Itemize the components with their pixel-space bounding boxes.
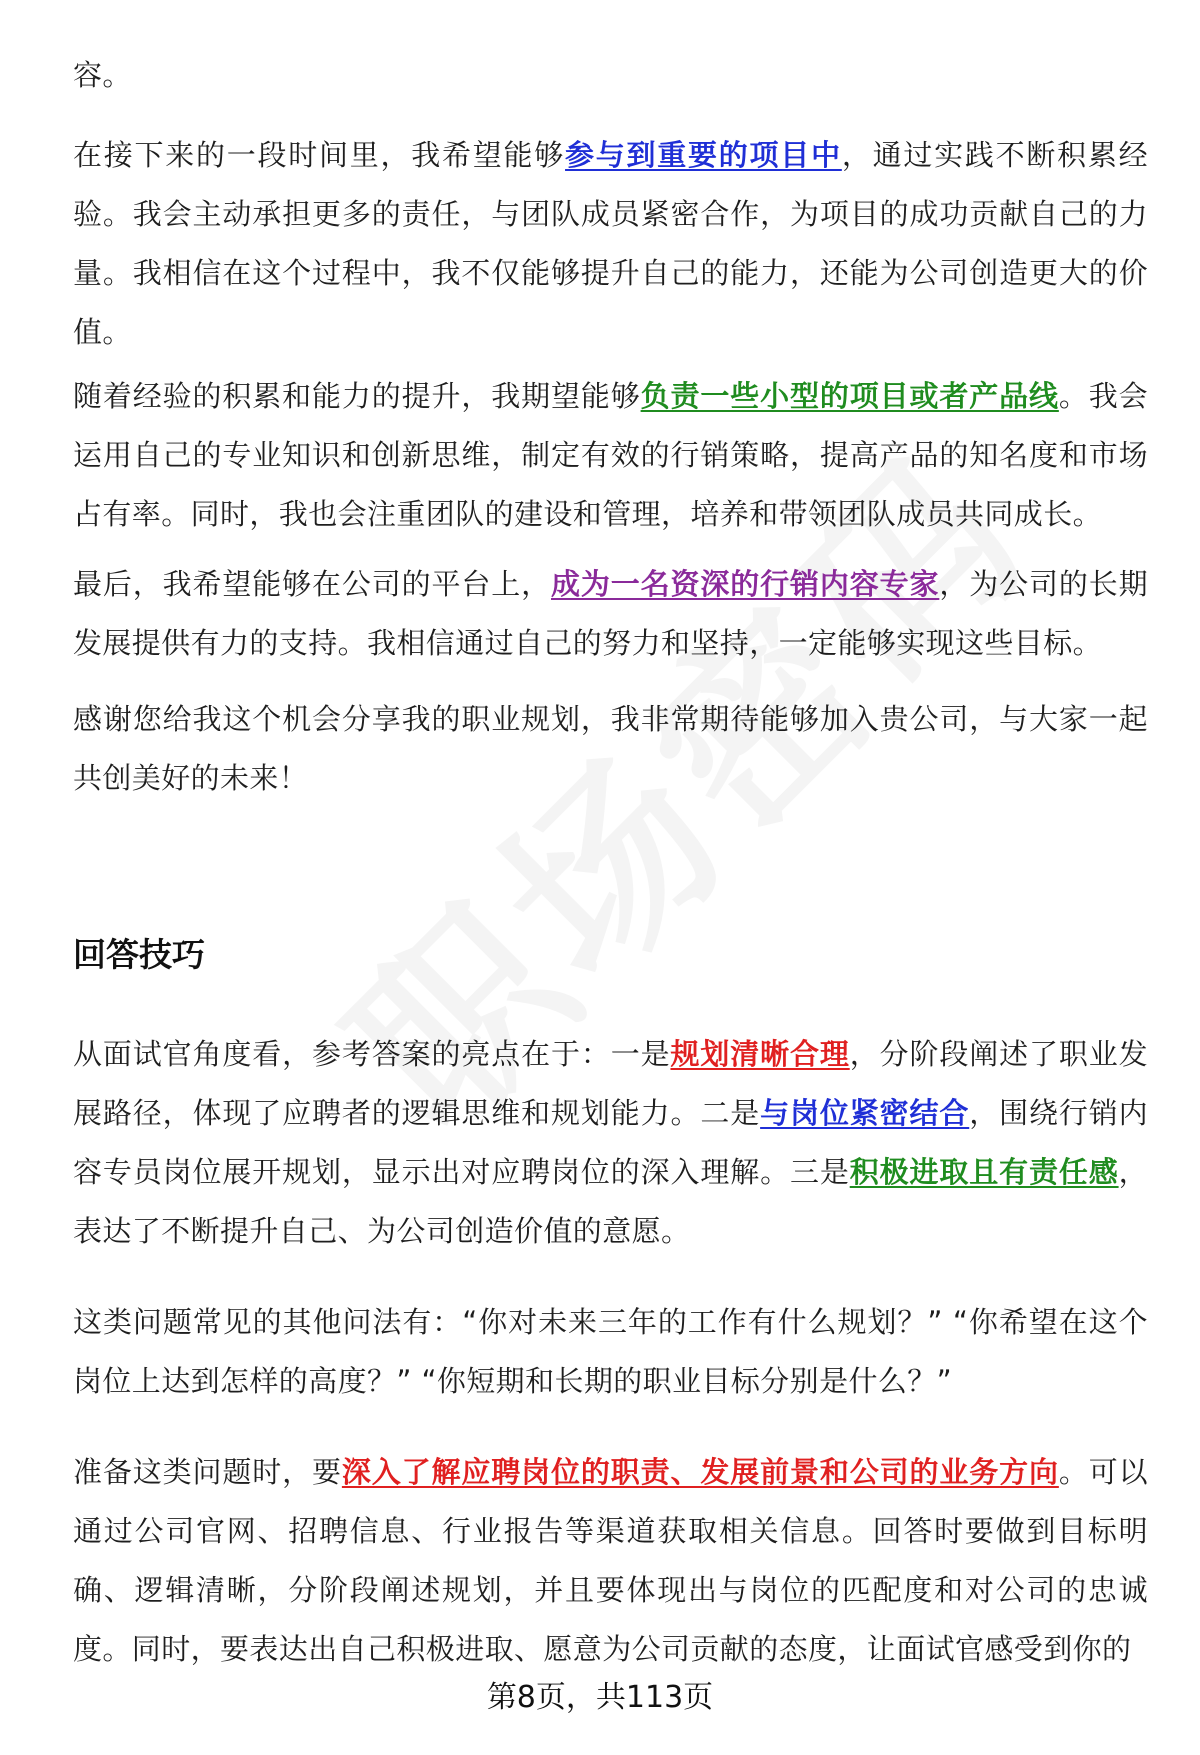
paragraph-text: 。我会运用自己的专业知识和创新思维，制定有效的行销策略，提高产品的知名度和市场占有率。同时，我也会注重团队的建设和管理，培养和带领团队成员共同成长。 (73, 379, 1148, 531)
paragraph-preparation (73, 1443, 1148, 1679)
paragraph-project-participation (73, 126, 1148, 362)
paragraph-text: 最后，我希望能够在公司的平台上， (73, 567, 551, 601)
paragraph-text: 准备这类问题时，要 (73, 1455, 342, 1489)
paragraph-continuation (73, 46, 1148, 105)
paragraph-text: 随着经验的积累和能力的提升，我期望能够 (73, 379, 641, 413)
paragraph-text: ，分阶段阐述了职业发展路径，体现了应聘者的逻辑思维和规划能力。二是 (73, 1037, 1148, 1130)
paragraph-text: ，为公司的长期发展提供有力的支持。我相信通过自己的努力和坚持，一定能够实现这些目标。 (73, 567, 1148, 660)
paragraph-text: 感谢您给我这个机会分享我的职业规划，我非常期待能够加入贵公司，与大家一起共创美好的未来！ (73, 702, 1148, 795)
paragraph-text: ，围绕行销内容专员岗位展开规划，显示出对应聘岗位的深入理解。三是 (73, 1096, 1149, 1189)
paragraph-text: 。可以通过公司官网、招聘信息、行业报告等渠道获取相关信息。回答时要做到目标明确、逻辑清晰，分阶段阐述规划，并且要体现出与岗位的匹配度和对公司的忠诚度。同时，要表达出自己积极进取、愿意为公司贡献的态度，让面试官感受到你的 (73, 1455, 1148, 1666)
paragraph-text: ，表达了不断提升自己、为公司创造价值的意愿。 (73, 1155, 1148, 1248)
highlight-phrase: 积极进取且有责任感 (849, 1155, 1119, 1189)
paragraph-product-line (73, 367, 1148, 544)
page-number-footer: 第8页，共113页 (486, 1680, 714, 1715)
paragraph-highlights (73, 1025, 1148, 1261)
paragraph-text: 从面试官角度看，参考答案的亮点在于：一是 (73, 1037, 671, 1071)
highlight-phrase: 参与到重要的项目中 (565, 138, 842, 172)
paragraph-other-questions (73, 1293, 1148, 1411)
paragraph-expert-goal (73, 555, 1148, 673)
paragraph-text: ，通过实践不断积累经验。我会主动承担更多的责任，与团队成员紧密合作，为项目的成功贡献自己的力量。我相信在这个过程中，我不仅能够提升自己的能力，还能为公司创造更大的价值。 (73, 138, 1148, 349)
highlight-phrase: 负责一些小型的项目或者产品线 (640, 379, 1059, 413)
highlight-phrase: 深入了解应聘岗位的职责、发展前景和公司的业务方向 (341, 1455, 1059, 1489)
highlight-phrase: 规划清晰合理 (670, 1037, 850, 1071)
paragraph-text: 这类问题常见的其他问法有：“你对未来三年的工作有什么规划？” “你希望在这个岗位上达到怎样的高度？” “你短期和长期的职业目标分别是什么？” (73, 1305, 1148, 1398)
paragraph-text: 在接下来的一段时间里，我希望能够 (73, 138, 566, 172)
section-heading: 回答技巧 (73, 935, 205, 974)
highlight-phrase: 与岗位紧密结合 (760, 1096, 970, 1130)
paragraph-text: 容。 (73, 58, 132, 92)
paragraph-thanks (73, 690, 1148, 808)
highlight-phrase: 成为一名资深的行销内容专家 (550, 567, 940, 601)
